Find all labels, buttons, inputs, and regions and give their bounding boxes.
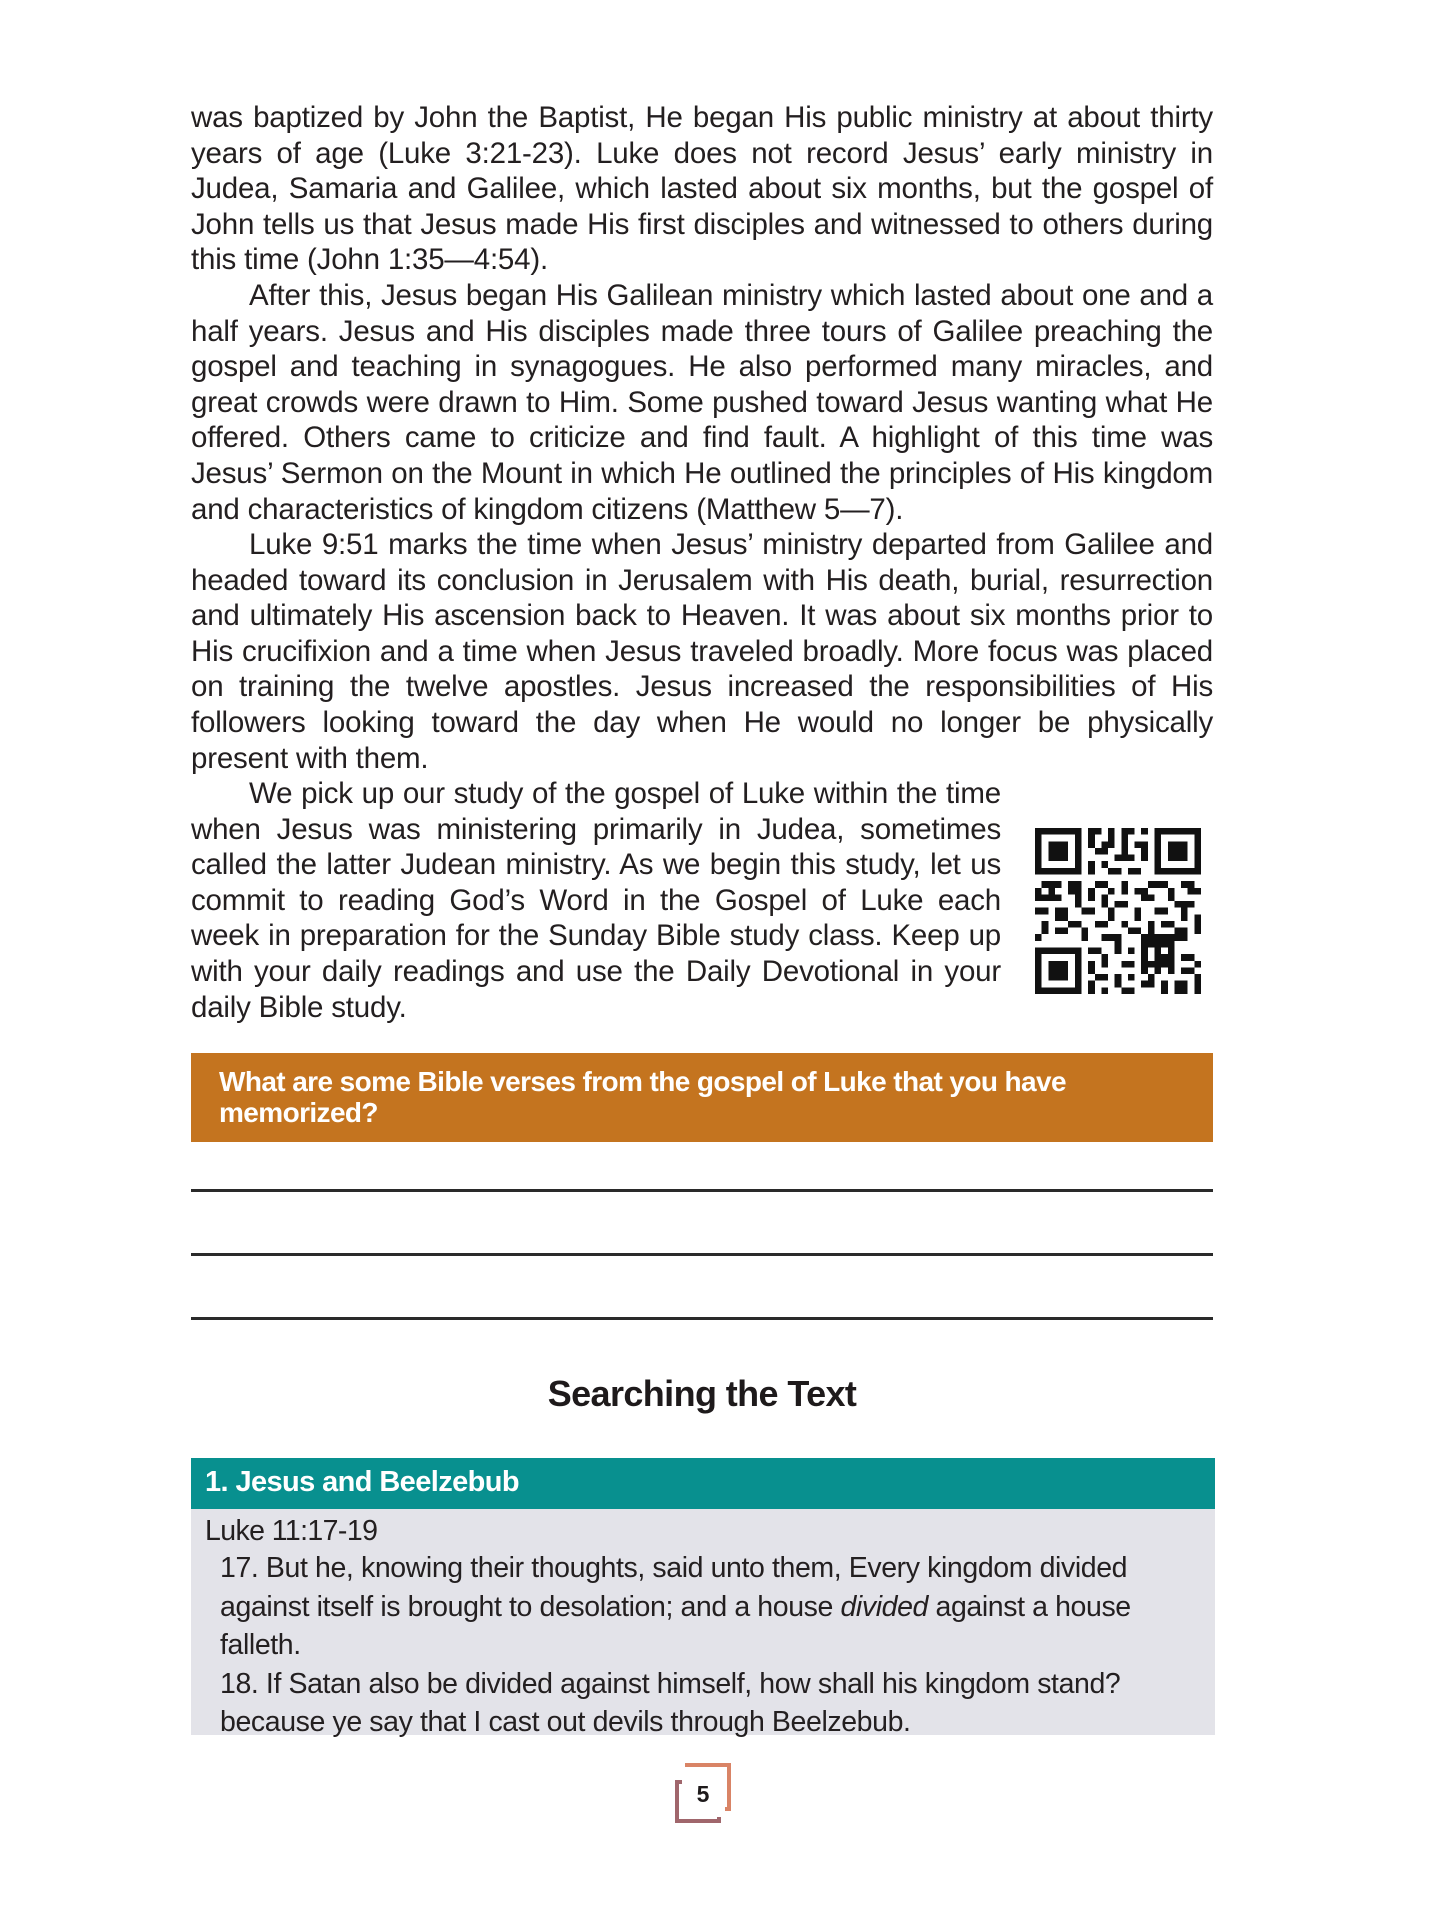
lesson-title: 1. Jesus and Beelzebub (205, 1466, 519, 1498)
answer-line-2[interactable] (191, 1253, 1213, 1256)
answer-line-3[interactable] (191, 1317, 1213, 1320)
discussion-question: What are some Bible verses from the gospel of Luke that you have memorized? (219, 1066, 1066, 1128)
qr-code-icon[interactable] (1035, 828, 1201, 994)
paragraph-luke-9-51 (191, 527, 1213, 776)
verse-18 (220, 1665, 1201, 1742)
discussion-question-box (191, 1053, 1213, 1142)
verse-17-text-end: against a house falleth. (220, 1590, 1131, 1661)
section-heading: Searching the Text (547, 1373, 857, 1414)
verse-17 (220, 1549, 1201, 1665)
page-number: 5 (696, 1780, 710, 1807)
qr-finder-top-right (1155, 828, 1201, 874)
lesson-header (191, 1458, 1215, 1509)
body-paragraph-4-text: We pick up our study of the gospel of Luke within the time when Jesus was ministering primarily in Judea, sometimes called the latter Judean ministry. As we begin this study, let us commit to reading God’s Word in the Gospel of Luke each week in preparation for the Sunday Bible study class. Keep up with your daily readings and use the Daily Devotional in your daily Bible study. (191, 777, 1001, 1024)
page-number-badge (672, 1762, 734, 1824)
qr-alignment-pattern (1141, 934, 1174, 967)
verse-18-text: 18. If Satan also be divided against himself, how shall his kingdom stand? because ye say that I cast out devils through Beelzebub. (220, 1667, 1121, 1738)
paragraph-continuation (191, 100, 1213, 278)
body-paragraph-1: was baptized by John the Baptist, He began His public ministry at about thirty years of age (Luke 3:21-23). Luke does not record Jesus’ early ministry in Judea, Samaria and Galilee, which lasted about six months, but the gospel of John tells us that Jesus made His first disciples and witnessed to others during this time (John 1:35—4:54). (191, 101, 1213, 277)
body-paragraph-3: Luke 9:51 marks the time when Jesus’ ministry departed from Galilee and headed toward its conclusion in Jerusalem with His death, burial, resurrection and ultimately His ascension back to Heaven. It was about six months prior to His crucifixion and a time when Jesus traveled broadly. More focus was placed on training the twelve apostles. Jesus increased the responsibilities of His followers looking toward the day when He would no longer be physically present with them. (191, 528, 1213, 775)
scripture-reference: Luke 11:17-19 (205, 1515, 378, 1547)
qr-finder-bottom-left (1035, 948, 1081, 994)
paragraph-galilean-ministry (191, 278, 1213, 527)
verse-17-italic: divided (840, 1590, 928, 1623)
qr-finder-top-left (1035, 828, 1081, 874)
verse-17-text: 17. But he, knowing their thoughts, said unto them, Every kingdom divided against itself is brought to desolation; and a house (220, 1552, 1128, 1623)
answer-line-1[interactable] (191, 1189, 1213, 1192)
body-paragraph-2: After this, Jesus began His Galilean ministry which lasted about one and a half years. Jesus and His disciples made three tours of Galilee preaching the gospel and teaching in synagogues. He also performed many miracles, and great crowds were drawn to Him. Some pushed toward Jesus wanting what He offered. Others came to criticize and find fault. A highlight of this time was Jesus’ Sermon on the Mount in which He outlined the principles of His kingdom and characteristics of kingdom citizens (Matthew 5—7). (191, 279, 1213, 526)
scripture-box (191, 1509, 1215, 1738)
